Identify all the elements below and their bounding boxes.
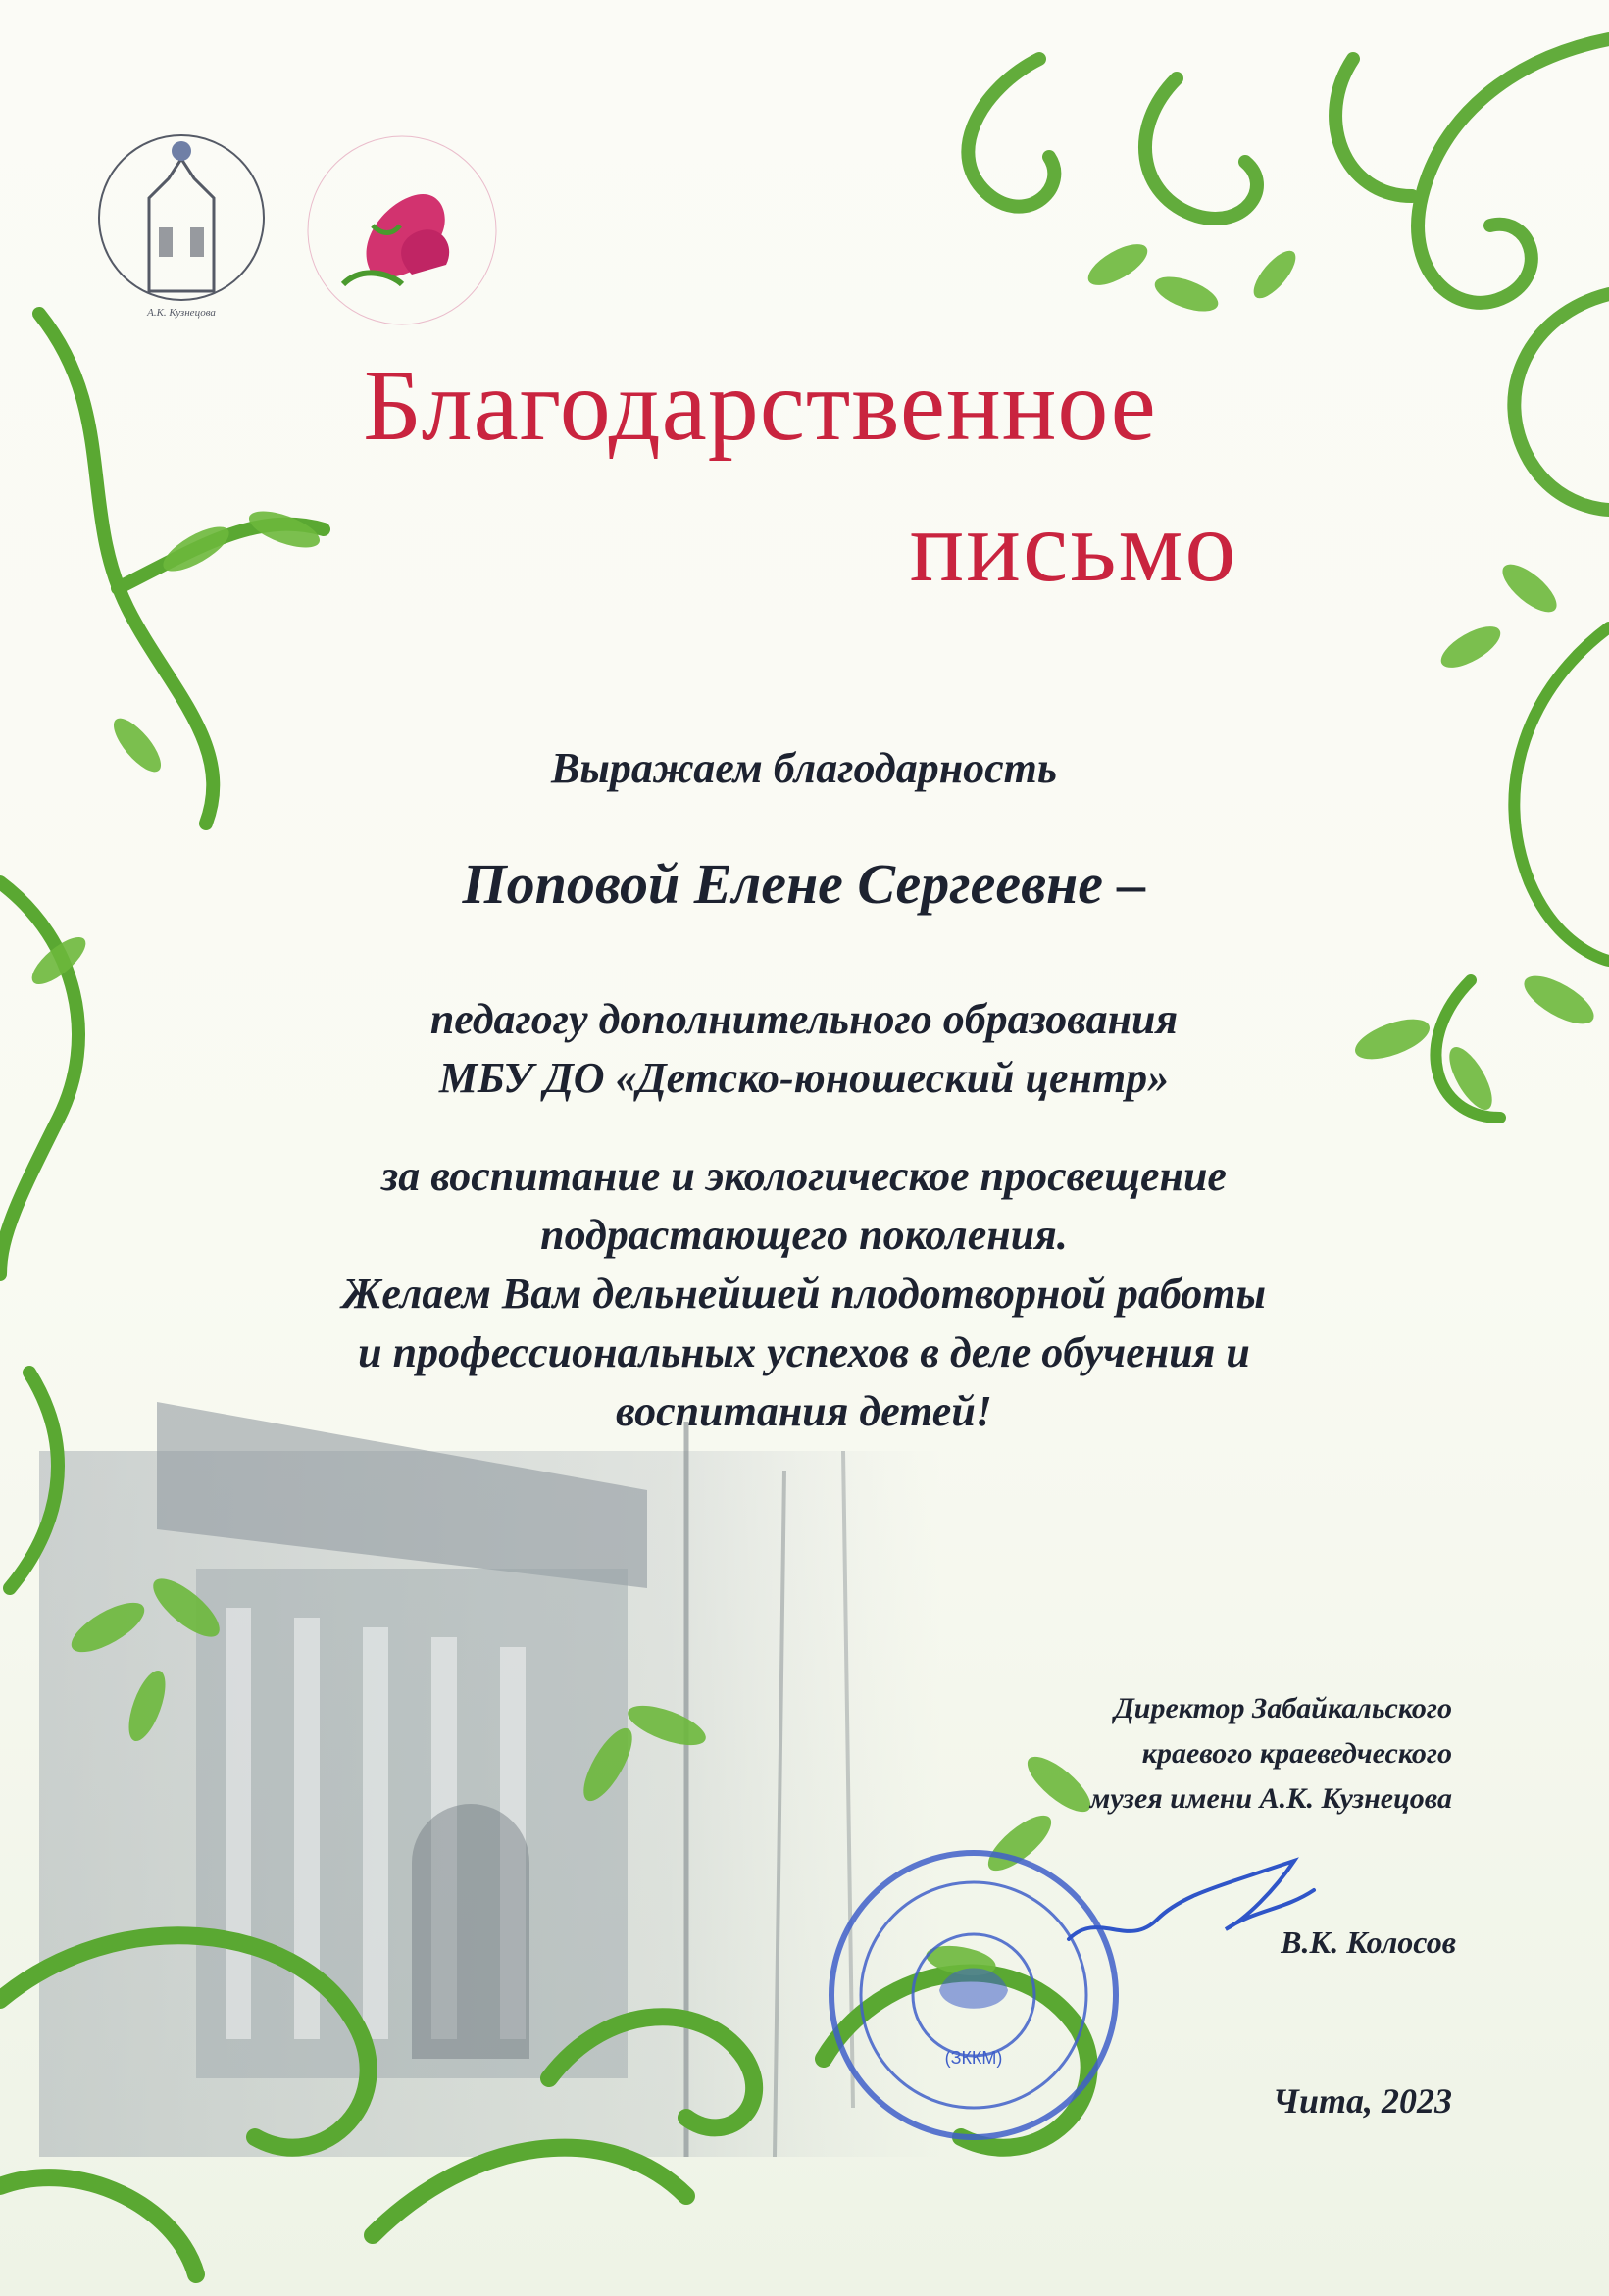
position-line-2: МБУ ДО «Детско-юношеский центр» [438, 1054, 1170, 1102]
signer-title [864, 1686, 1452, 1822]
svg-text:(ЗККМ): (ЗККМ) [944, 2048, 1003, 2068]
museum-logo [90, 110, 273, 324]
reason-line-2: подрастающего поколения. [540, 1211, 1068, 1259]
recipient-position [147, 990, 1461, 1108]
signer-line-3: музея имени А.К. Кузнецова [1089, 1782, 1452, 1815]
place-and-date: Чита, 2023 [1273, 2081, 1452, 2121]
svg-text:А.К. Кузнецова: А.К. Кузнецова [147, 307, 216, 319]
reason-line-1: за воспитание и экологическое просвещение [381, 1152, 1227, 1200]
position-line-1: педагогу дополнительного образования [429, 995, 1179, 1043]
intro-text: Выражаем благодарность [551, 744, 1057, 792]
recipient-name: Поповой Елене Сергеевне – [462, 852, 1146, 916]
wish-line-1: Желаем Вам дельнейшей плодотворной работы [341, 1270, 1267, 1318]
signer-line-2: краевого краеведческого [1141, 1737, 1452, 1770]
certificate-title-line-1: Благодарственное [363, 349, 1157, 462]
eco-slogan-logo [284, 127, 520, 333]
gratitude-reason [147, 1147, 1461, 1441]
wish-line-3: воспитания детей! [616, 1387, 992, 1435]
signer-name: В.К. Колосов [1281, 1924, 1456, 1960]
signer-line-1: Директор Забайкальского [1114, 1692, 1452, 1724]
museum-building-image [39, 1402, 941, 2157]
vine-right-side [1435, 627, 1609, 1118]
wish-line-2: и профессиональных успехов в деле обучения и [358, 1328, 1250, 1376]
certificate-title-line-2: письмо [909, 490, 1238, 603]
